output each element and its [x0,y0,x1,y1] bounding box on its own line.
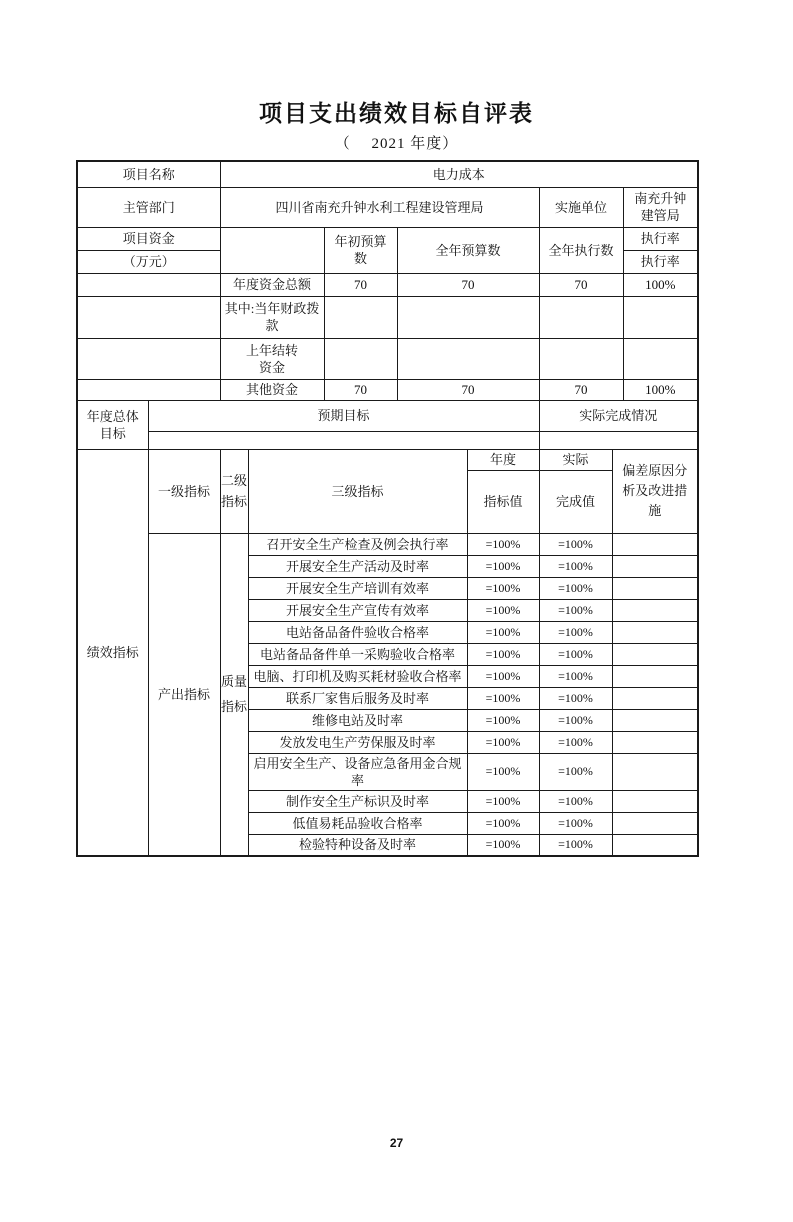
annual-budget-header: 全年预算数 [397,227,539,273]
fund-row-carryover [77,338,698,379]
impl-unit-value-line1: 南充升钟 [634,191,687,206]
indicator-target: =100% [467,709,539,731]
target-value-header: 指标值 [467,470,539,533]
fund-row-spacer [77,379,220,400]
indicator-deviation [612,533,698,555]
fund-rate-value: 100% [623,273,698,296]
row-annual-goal-values [77,431,698,449]
funds-subcategory-header [220,227,324,273]
fund-initial-value: 70 [324,273,397,296]
indicator-deviation [612,643,698,665]
actual-header: 实际 [539,449,612,470]
indicator-name: 电站备品备件验收合格率 [248,621,467,643]
fund-budget-value: 70 [397,273,539,296]
page-number: 27 [389,1136,404,1150]
execution-rate-header-bottom: 执行率 [623,250,698,273]
fund-rate-value [623,338,698,379]
annual-goal-label-line2: 目标 [99,425,126,441]
expected-goal-header: 预期目标 [148,400,539,431]
funds-label-line1: 项目资金 [77,227,220,250]
execution-rate-header-top: 执行率 [623,227,698,250]
initial-budget-header [324,227,397,273]
indicator-target: =100% [467,577,539,599]
fund-execution-value: 70 [539,273,623,296]
department-value: 四川省南充升钟水利工程建设管理局 [220,187,539,227]
completion-value-header: 完成值 [539,470,612,533]
actual-completion-value [539,431,698,449]
deviation-header: 偏差原因分析及改进措施 [612,449,698,533]
indicator-name: 检验特种设备及时率 [248,834,467,856]
row-indicator-header-top [77,449,698,470]
indicator-row [77,533,698,555]
indicator-deviation [612,790,698,812]
fund-row-fiscal [77,296,698,338]
department-label: 主管部门 [77,187,220,227]
page-subtitle: （ 2021 年度） [334,136,459,152]
indicator-actual: =100% [539,753,612,790]
indicator-name: 电脑、打印机及购买耗材验收合格率 [248,665,467,687]
level2-indicator-header: 二级指标 [220,449,248,533]
fund-rate-value: 100% [623,379,698,400]
indicator-actual: =100% [539,709,612,731]
indicator-name: 维修电站及时率 [248,709,467,731]
indicator-name: 电站备品备件单一采购验收合格率 [248,643,467,665]
fund-row-spacer [77,296,220,338]
fund-row-label [220,296,324,338]
level2-indicator-value: 质量指标 [220,533,248,856]
indicator-deviation [612,687,698,709]
fund-execution-value [539,296,623,338]
annual-goal-label [77,400,148,449]
indicator-actual: =100% [539,812,612,834]
indicator-name: 制作安全生产标识及时率 [248,790,467,812]
annual-goal-label-line1: 年度总体 [86,408,139,424]
indicator-actual: =100% [539,643,612,665]
indicator-actual: =100% [539,577,612,599]
fund-row-label-line2: 资金 [259,359,286,375]
fund-row-total [77,273,698,296]
impl-unit-value-line2: 建管局 [640,208,680,223]
indicator-target: =100% [467,621,539,643]
indicator-target: =100% [467,731,539,753]
indicator-deviation [612,621,698,643]
impl-unit-label: 实施单位 [539,187,623,227]
indicator-target: =100% [467,643,539,665]
indicator-actual: =100% [539,790,612,812]
indicator-actual: =100% [539,555,612,577]
indicator-name: 开展安全生产培训有效率 [248,577,467,599]
row-funds-header-top [77,227,698,250]
indicator-actual: =100% [539,687,612,709]
indicator-deviation [612,709,698,731]
indicator-target: =100% [467,687,539,709]
initial-budget-header-line2: 数 [354,251,368,266]
level1-indicator-header: 一级指标 [148,449,220,533]
annual-execution-header: 全年执行数 [539,227,623,273]
fund-budget-value [397,296,539,338]
self-evaluation-table [76,160,699,857]
indicator-name: 启用安全生产、设备应急备用金合规率 [248,753,467,790]
indicator-deviation [612,731,698,753]
indicator-deviation [612,753,698,790]
indicator-name: 联系厂家售后服务及时率 [248,687,467,709]
fund-rate-value [623,296,698,338]
indicator-name: 发放发电生产劳保服及时率 [248,731,467,753]
fund-row-label-line2: 款 [265,318,279,333]
indicator-target: =100% [467,790,539,812]
fund-row-label: 年度资金总额 [220,273,324,296]
row-annual-goal-header [77,400,698,431]
fund-execution-value [539,338,623,379]
indicator-target: =100% [467,533,539,555]
indicator-target: =100% [467,665,539,687]
indicator-name: 开展安全生产宣传有效率 [248,599,467,621]
indicator-deviation [612,834,698,856]
project-name-label: 项目名称 [77,161,220,187]
fund-budget-value: 70 [397,379,539,400]
indicator-actual: =100% [539,533,612,555]
fund-initial-value [324,296,397,338]
indicator-deviation [612,812,698,834]
fund-row-other [77,379,698,400]
indicator-target: =100% [467,834,539,856]
impl-unit-value [623,187,698,227]
indicator-actual: =100% [539,731,612,753]
indicator-target: =100% [467,555,539,577]
indicator-actual: =100% [539,621,612,643]
indicator-target: =100% [467,812,539,834]
initial-budget-header-line1: 年初预算 [334,234,387,249]
level1-indicator-value: 产出指标 [148,533,220,856]
indicator-name: 开展安全生产活动及时率 [248,555,467,577]
indicator-target: =100% [467,599,539,621]
indicator-actual: =100% [539,599,612,621]
performance-indicator-section-label: 绩效指标 [77,449,148,856]
funds-label-line2: （万元） [77,250,220,273]
project-name-value: 电力成本 [220,161,698,187]
indicator-actual: =100% [539,834,612,856]
indicator-name: 低值易耗品验收合格率 [248,812,467,834]
indicator-target: =100% [467,753,539,790]
level3-indicator-header: 三级指标 [248,449,467,533]
indicator-deviation [612,599,698,621]
fund-row-spacer [77,273,220,296]
row-department [77,187,698,227]
expected-goal-value [148,431,539,449]
indicator-deviation [612,555,698,577]
fund-initial-value [324,338,397,379]
actual-completion-header: 实际完成情况 [539,400,698,431]
fund-row-label-line1: 其中:当年财政拨 [224,301,320,316]
annual-header: 年度 [467,449,539,470]
fund-row-label: 其他资金 [220,379,324,400]
indicator-name: 召开安全生产检查及例会执行率 [248,533,467,555]
page-title: 项目支出绩效目标自评表 [259,101,534,126]
fund-row-label-line1: 上年结转 [246,342,299,358]
row-project-name [77,161,698,187]
fund-budget-value [397,338,539,379]
indicator-actual: =100% [539,665,612,687]
fund-initial-value: 70 [324,379,397,400]
fund-row-spacer [77,338,220,379]
fund-execution-value: 70 [539,379,623,400]
fund-row-label [220,338,324,379]
indicator-deviation [612,665,698,687]
indicator-deviation [612,577,698,599]
